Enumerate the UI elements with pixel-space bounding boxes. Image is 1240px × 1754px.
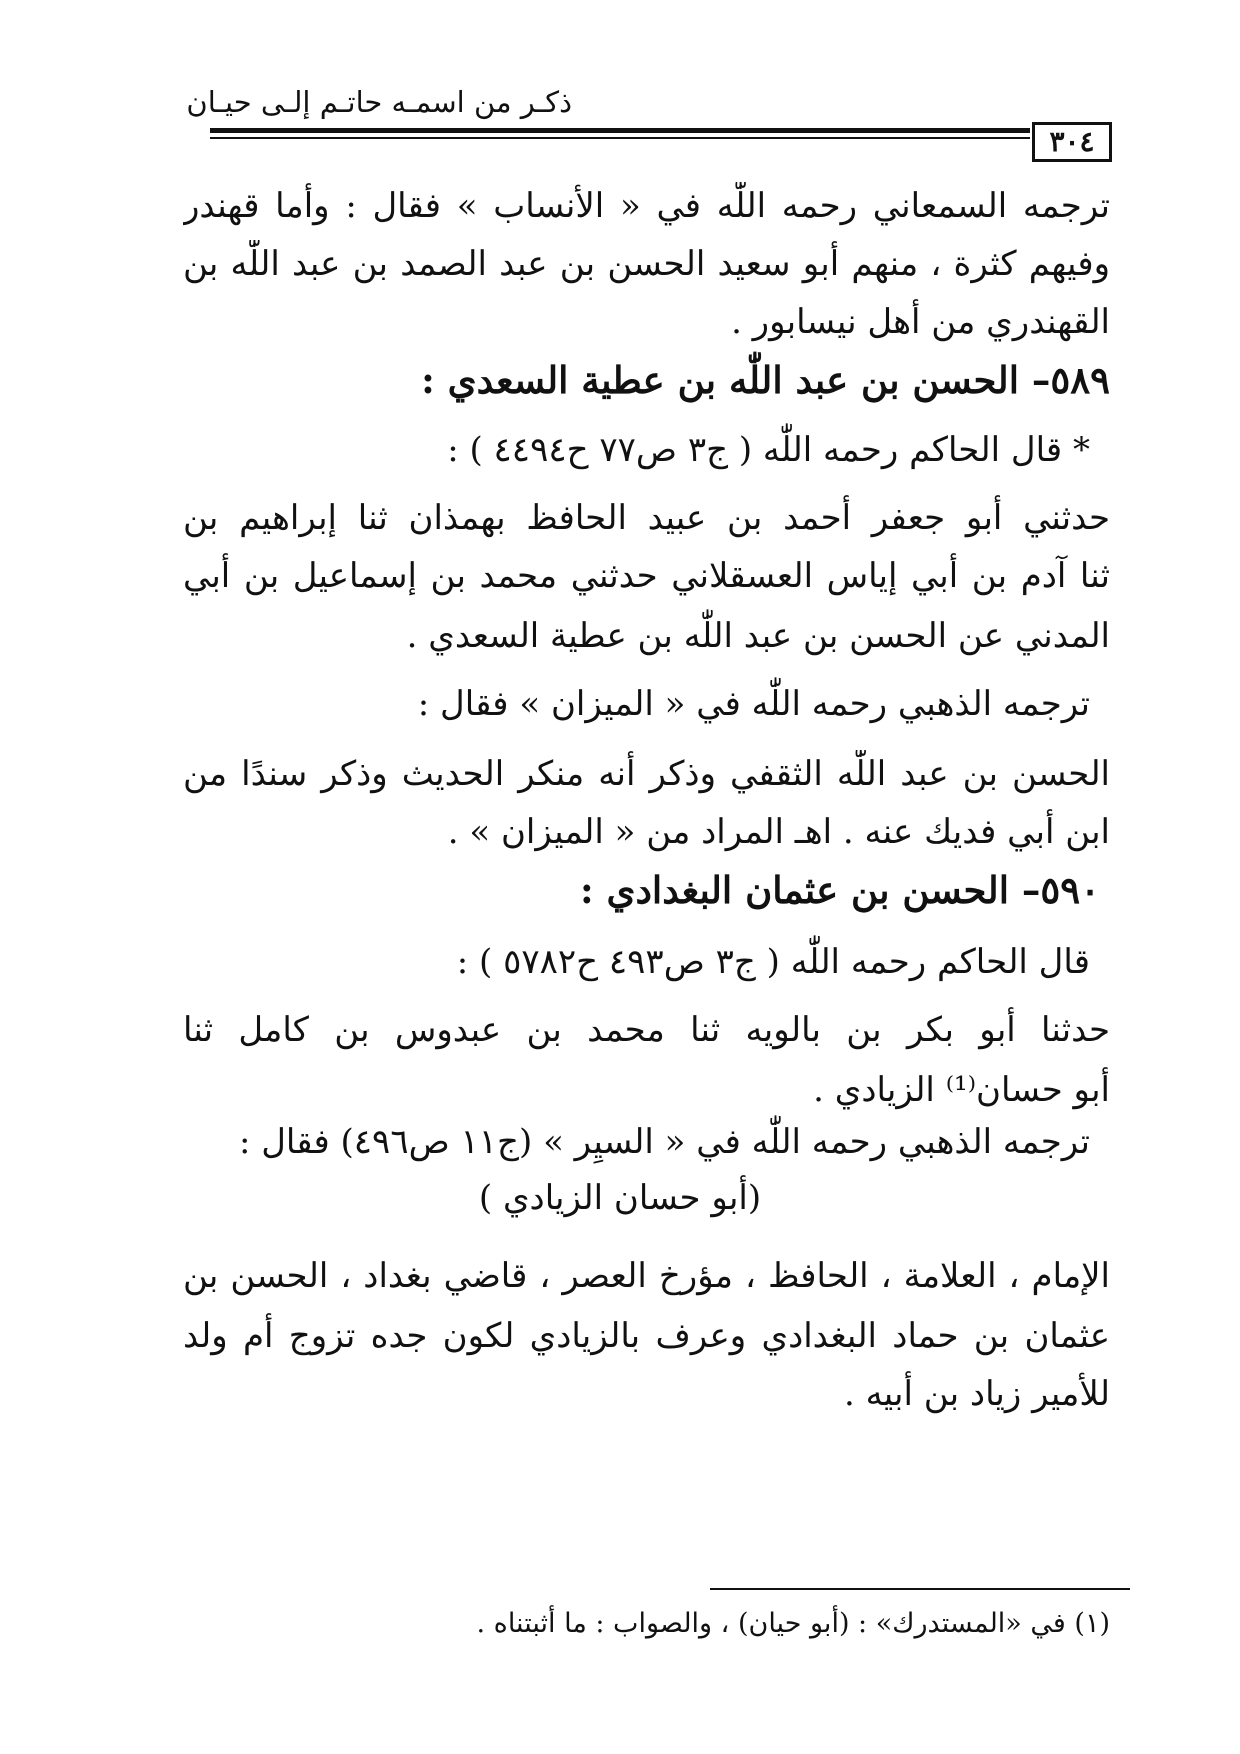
body-line: ترجمه السمعاني رحمه اللّٰه في « الأنساب » فقال : وأما قهندر	[183, 186, 1110, 226]
body-line: القهندري من أهل نيسابور .	[731, 302, 1110, 342]
header-rule-thick	[210, 128, 1030, 133]
body-line: الحسن بن عبد اللّٰه الثقفي وذكر أنه منكر الحديث وذكر سندًا من	[183, 754, 1110, 794]
body-line: حدثني أبو جعفر أحمد بن عبيد الحافظ بهمذان ثنا إبراهيم بن	[183, 498, 1110, 538]
body-line: المدني عن الحسن بن عبد اللّٰه بن عطية السعدي .	[406, 616, 1110, 656]
body-line: حدثنا أبو بكر بن بالويه ثنا محمد بن عبدوس بن كامل ثنا	[183, 1010, 1110, 1050]
entry-heading-590: ٥٩٠– الحسن بن عثمان البغدادي :	[579, 868, 1100, 912]
source-citation: قال الحاكم رحمه اللّٰه ( ج٣ ص٤٩٣ ح٥٧٨٢ ) :	[456, 942, 1090, 982]
body-line: عثمان بن حماد البغدادي وعرف بالزيادي لكون جده تزوج أم ولد	[183, 1316, 1110, 1356]
body-line: أبو حسان⁽¹⁾ الزيادي .	[813, 1070, 1110, 1110]
header-rule-thin	[210, 137, 1030, 139]
body-line: الإمام ، العلامة ، الحافظ ، مؤرخ العصر ، قاضي بغداد ، الحسن بن	[183, 1256, 1110, 1296]
sub-title: (أبو حسان الزيادي )	[478, 1178, 762, 1218]
body-line: ترجمه الذهبي رحمه اللّٰه في « السيِر » (ج١١ ص٤٩٦) فقال :	[238, 1122, 1090, 1162]
running-title: ذكـر من اسمـه حاتـم إلـى حيـان	[186, 85, 572, 119]
body-line: ترجمه الذهبي رحمه اللّٰه في « الميزان » فقال :	[417, 684, 1090, 724]
page-number: ٣٠٤	[1032, 122, 1112, 162]
source-citation: * قال الحاكم رحمه اللّٰه ( ج٣ ص٧٧ ح٤٤٩٤ ) :	[447, 430, 1090, 470]
body-line: ابن أبي فديك عنه . اهـ المراد من « الميزان » .	[447, 812, 1110, 852]
entry-heading-589: ٥٨٩– الحسن بن عبد اللّٰه بن عطية السعدي :	[421, 358, 1110, 402]
body-line: وفيهم كثرة ، منهم أبو سعيد الحسن بن عبد الصمد بن عبد اللّٰه بن	[183, 244, 1110, 284]
footnote-rule	[710, 1588, 1130, 1590]
footnote: (١) في «المستدرك» : (أبو حيان) ، والصواب : ما أثبتناه .	[476, 1608, 1110, 1639]
body-line: ثنا آدم بن أبي إياس العسقلاني حدثني محمد بن إسماعيل بن أبي	[183, 556, 1110, 596]
body-line: للأمير زياد بن أبيه .	[843, 1374, 1110, 1414]
